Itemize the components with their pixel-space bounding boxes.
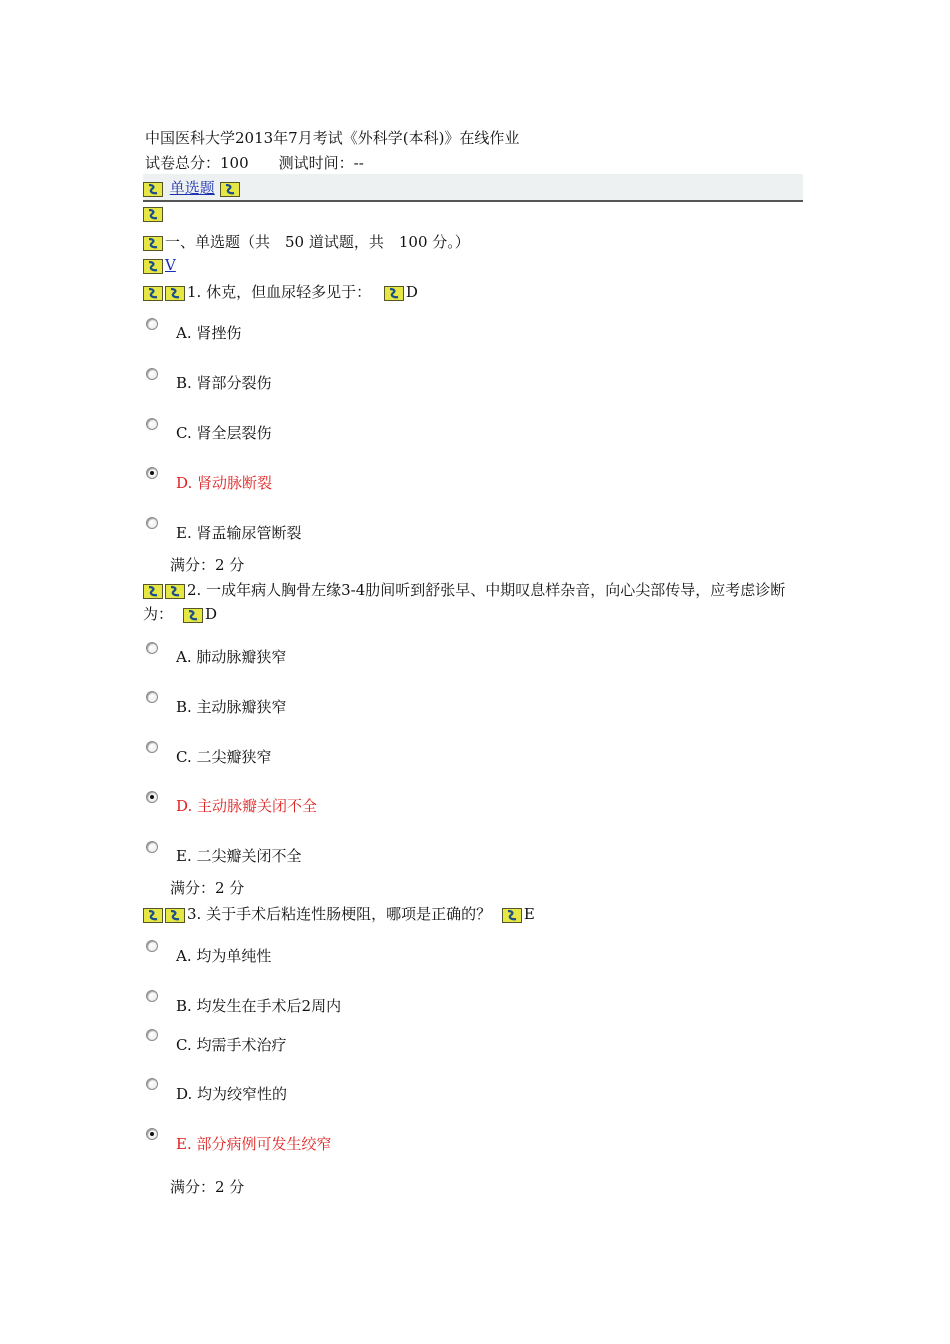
radio-button[interactable] (146, 318, 158, 330)
section-intro (143, 231, 470, 252)
section-tab-bar (143, 174, 803, 202)
option-b: B. 肾部分裂伤 (176, 374, 272, 392)
option-b: B. 主动脉瓣狭窄 (176, 698, 287, 716)
page-title: 中国医科大学2013年7月考试《外科学(本科)》在线作业 (145, 129, 520, 147)
total-score: 试卷总分：100 (145, 154, 249, 172)
option-e: E. 二尖瓣关闭不全 (176, 847, 302, 865)
question-3 (143, 903, 535, 924)
gif-icon (143, 584, 163, 599)
gif-icon (143, 207, 163, 222)
option-c: C. 均需手术治疗 (176, 1036, 287, 1054)
gif-icon (143, 236, 163, 251)
section-tab-row (143, 177, 242, 198)
radio-button-selected[interactable] (146, 467, 158, 479)
gif-icon (220, 182, 240, 197)
gif-icon (143, 182, 163, 197)
option-b: B. 均发生在手术后2周内 (176, 997, 342, 1015)
radio-button[interactable] (146, 741, 158, 753)
question-answer: D (405, 283, 418, 301)
v-link[interactable]: V (165, 256, 176, 274)
option-e: E. 肾盂输尿管断裂 (176, 524, 302, 542)
option-a: A. 肾挫伤 (176, 324, 242, 342)
single-choice-link[interactable]: 单选题 (169, 179, 215, 197)
radio-button[interactable] (146, 642, 158, 654)
question-score: 满分：2 分 (170, 1178, 245, 1196)
option-a: A. 均为单纯性 (176, 947, 272, 965)
question-answer: D (205, 605, 218, 623)
gif-icon (143, 908, 163, 923)
gif-icon (502, 908, 522, 923)
radio-button[interactable] (146, 841, 158, 853)
question-score: 满分：2 分 (170, 879, 245, 897)
question-text: 3. 关于手术后粘连性肠梗阻，哪项是正确的？ (187, 905, 492, 923)
radio-button[interactable] (146, 1078, 158, 1090)
radio-button-selected[interactable] (146, 1128, 158, 1140)
option-c: C. 二尖瓣狭窄 (176, 748, 272, 766)
question-answer: E (523, 905, 535, 923)
gif-icon (165, 584, 185, 599)
radio-button-selected[interactable] (146, 791, 158, 803)
question-text: 1. 休克，但血尿轻多见于： (187, 283, 372, 301)
section-intro-text: 一、单选题（共 50 道试题，共 100 分。） (165, 233, 470, 251)
radio-button[interactable] (146, 368, 158, 380)
v-row (143, 256, 176, 274)
question-2 (143, 578, 808, 626)
option-a: A. 肺动脉瓣狭窄 (176, 648, 287, 666)
radio-button[interactable] (146, 990, 158, 1002)
gif-icon (183, 608, 203, 623)
gif-icon (165, 908, 185, 923)
option-e: E. 部分病例可发生绞窄 (176, 1135, 332, 1153)
exam-meta (145, 152, 364, 173)
option-d: D. 肾动脉断裂 (176, 474, 273, 492)
radio-button[interactable] (146, 517, 158, 529)
gif-icon (143, 259, 163, 274)
gif-icon (384, 286, 404, 301)
option-d: D. 均为绞窄性的 (176, 1085, 288, 1103)
spacer-icon-row (143, 204, 165, 222)
test-time: 测试时间：-- (278, 154, 364, 172)
radio-button[interactable] (146, 1029, 158, 1041)
gif-icon (143, 286, 163, 301)
question-1 (143, 281, 418, 302)
radio-button[interactable] (146, 691, 158, 703)
radio-button[interactable] (146, 940, 158, 952)
question-text: 2. 一成年病人胸骨左缘3-4肋间听到舒张早、中期叹息样杂音，向心尖部传导，应考虑诊断为： (143, 581, 786, 623)
radio-button[interactable] (146, 418, 158, 430)
gif-icon (165, 286, 185, 301)
option-c: C. 肾全层裂伤 (176, 424, 272, 442)
option-d: D. 主动脉瓣关闭不全 (176, 797, 318, 815)
question-score: 满分：2 分 (170, 556, 245, 574)
